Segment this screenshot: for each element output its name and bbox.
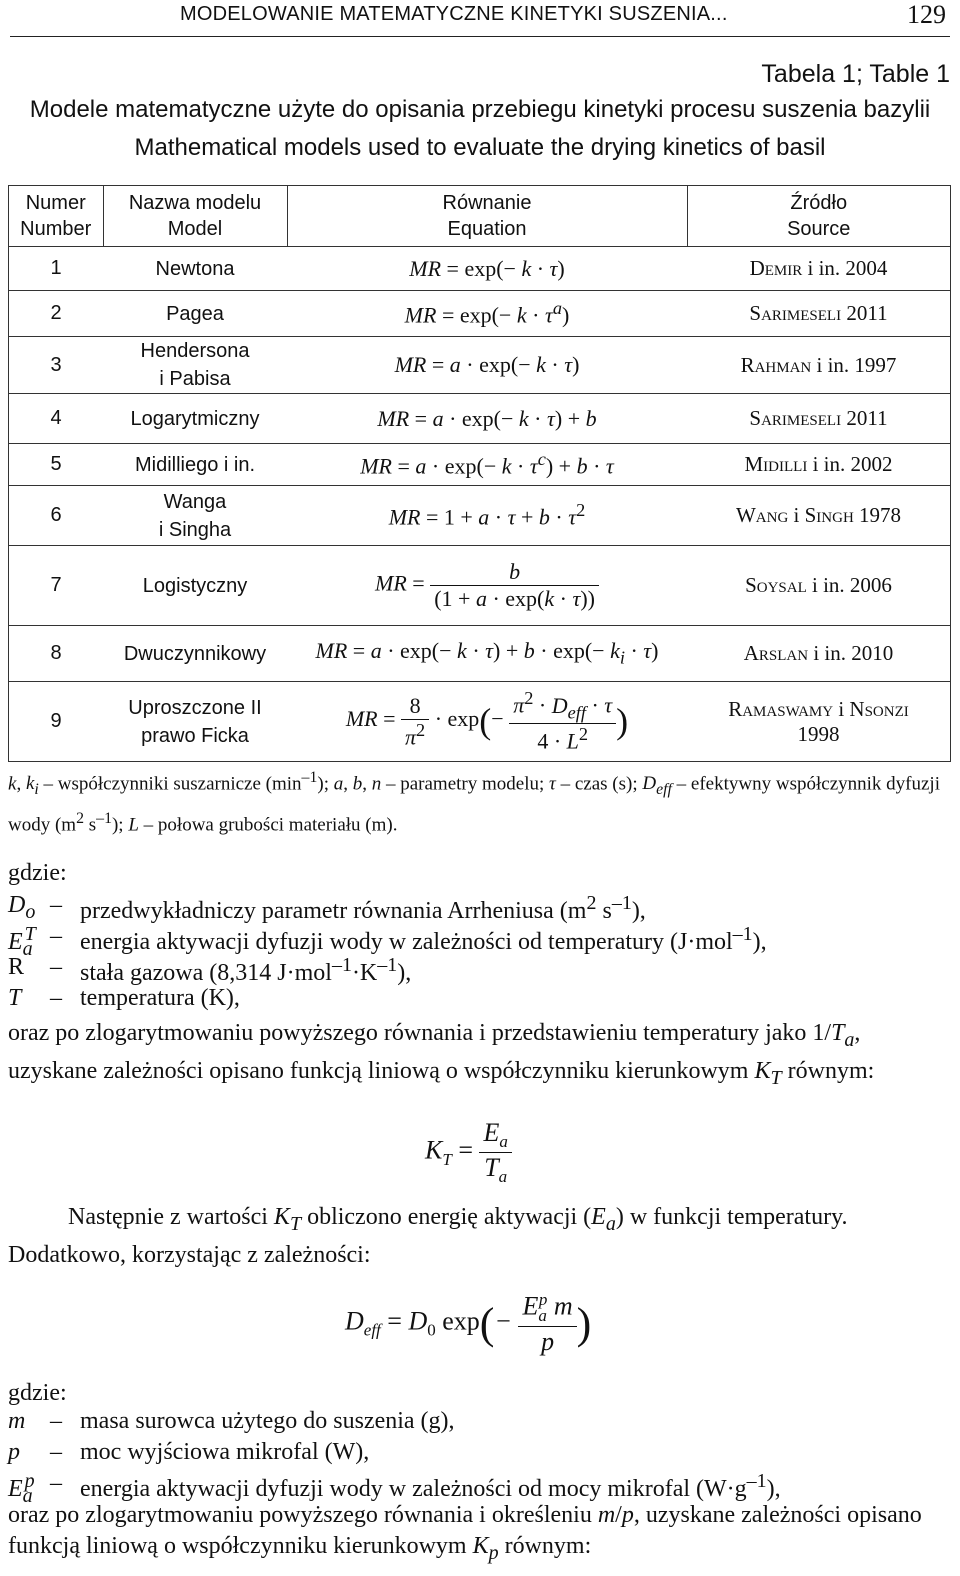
- table-row: 9 Uproszczone II prawo Ficka MR = $\frac{8}{\pi^2}$ · exp(− $\frac{\pi^2 \cdot D_{eff} \cdot \tau}{4 \cdot L^2}$ ) Ramaswamy i Nsonzi 1998: [9, 682, 951, 762]
- definitions-list-1: [8, 892, 952, 1016]
- equation: MR = $a \cdot \exp(- k \cdot \tau) + b \cdot \exp(- k_i \cdot \tau)$: [287, 626, 687, 682]
- table-row: 4 Logarytmiczny MR = a · exp(− k · τ) + b Sarimeseli 2011: [9, 394, 951, 444]
- table-row: 1 Newtona MR = exp(− k · τ) Demir i in. 2004: [9, 247, 951, 291]
- equation: MR = exp(− k · τ): [287, 247, 687, 291]
- table-caption: Tabela 1; Table 1: [761, 60, 950, 88]
- definition-item: T – temperatura (K),: [8, 985, 240, 1011]
- page-number: 129: [907, 0, 946, 29]
- paragraph-1: oraz po zlogarytmowaniu powyższego równania i przedstawieniu temperatury jako $1/T_a$, uzyskane zależności opisano funkcją liniową o współczynniku kierunkowym $K_T$ równym:: [8, 1020, 875, 1089]
- model-name: Uproszczone II prawo Ficka: [103, 682, 287, 762]
- equation-deff: $D_{eff} = D_0$ exp(− $\frac{E_a^p m}{p}$ ): [345, 1290, 592, 1356]
- equation: MR = $\exp(- k \cdot \tau^a)$: [287, 291, 687, 337]
- table-row: 2 Pagea MR = $\exp(- k \cdot \tau^a)$ Sarimeseli 2011: [9, 291, 951, 337]
- running-title: MODELOWANIE MATEMATYCZNE KINETYKI SUSZENIA...: [180, 3, 728, 25]
- table-footnote: k, $k_i$ – współczynniki suszarnicze $(\min^{-1})$; a, b, n – parametry modelu; τ – czas (s); $D_{eff}$ – efektywny współczynnik dyfuzji wody ($m^2$ $s^{-1}$); L – połowa grubości materiału (m).: [8, 769, 940, 836]
- definition-item: m – masa surowca użytego do suszenia (g),: [8, 1408, 455, 1434]
- source: Soysal i in. 2006: [687, 546, 951, 626]
- definition-item: $E_a^p$ – energia aktywacji dyfuzji wody w zależności od mocy mikrofal $(W\cdot g^{-1})$,: [8, 1470, 781, 1507]
- paragraph-2: Następnie z wartości $K_T$ obliczono energię aktywacji $(E_a)$ w funkcji temperatury. Dodatkowo, korzystając z zależności:: [8, 1204, 848, 1268]
- table-row: 7 Logistyczny MR = $\frac{b}{(1 + a \cdot \exp(k \cdot \tau))}$ Soysal i in. 2006: [9, 546, 951, 626]
- definition-item: p – moc wyjściowa mikrofal (W),: [8, 1439, 370, 1465]
- source: Rahman i in. 1997: [687, 337, 951, 394]
- page-header: [10, 0, 950, 37]
- source: Wang i Singh 1978: [687, 486, 951, 546]
- table-header-row: [9, 186, 951, 247]
- equation-kt: $K_T$ = $\frac{E_a}{T_a}$: [425, 1118, 512, 1187]
- table-row: 8 Dwuczynnikowy MR = $a \cdot \exp(- k \cdot \tau) + b \cdot \exp(- k_i \cdot \tau)$ Arslan i in. 2010: [9, 626, 951, 682]
- models-table: [8, 185, 951, 762]
- model-name: Wanga i Singha: [103, 486, 287, 546]
- equation: MR = a · exp(− k · τ): [287, 337, 687, 394]
- definitions-list-2: [8, 1408, 952, 1507]
- col-model: Nazwa modelu Model: [103, 186, 287, 247]
- table-row: 5 Midilliego i in. MR = $a \cdot \exp(- k \cdot \tau^c) + b \cdot \tau$ Midilli i in. 2002: [9, 444, 951, 486]
- source: Midilli i in. 2002: [687, 444, 951, 486]
- definition-item: $E_a^T$ – energia aktywacji dyfuzji wody w zależności od temperatury (J·mol$^{-1}$),: [8, 923, 767, 960]
- equation: MR = $a \cdot \exp(- k \cdot \tau^c) + b \cdot \tau$: [287, 444, 687, 486]
- table-title-pl: Modele matematyczne użyte do opisania przebiegu kinetyki procesu suszenia bazylii: [29, 96, 931, 123]
- source: Sarimeseli 2011: [687, 291, 951, 337]
- table-row: 3 Hendersona i Pabisa MR = a · exp(− k · τ) Rahman i in. 1997: [9, 337, 951, 394]
- paragraph-3: oraz po zlogarytmowaniu powyższego równania i określeniu m/p, uzyskane zależności opisano funkcją liniową o współczynniku kierunkowym $K_p$ równym:: [8, 1502, 922, 1564]
- gdzie-label-2: gdzie:: [8, 1380, 67, 1406]
- source: Ramaswamy i Nsonzi 1998: [687, 682, 951, 762]
- gdzie-label-1: gdzie:: [8, 860, 67, 886]
- equation: MR = $\frac{b}{(1 + a \cdot \exp(k \cdot \tau))}$: [287, 546, 687, 626]
- table-title-en: Mathematical models used to evaluate the drying kinetics of basil: [134, 134, 826, 161]
- source: Demir i in. 2004: [687, 247, 951, 291]
- model-name: Hendersona i Pabisa: [103, 337, 287, 394]
- source: Sarimeseli 2011: [687, 394, 951, 444]
- definition-item: R – stała gazowa (8,314 $J\cdot mol^{-1}\cdot K^{-1}$),: [8, 954, 412, 986]
- equation: MR = $1 + a \cdot \tau + b \cdot \tau^2$: [287, 486, 687, 546]
- definition-item: $D_o$ – przedwykładniczy parametr równania Arrheniusa ($m^2$ $s^{-1}$),: [8, 892, 646, 924]
- col-equation: Równanie Equation: [287, 186, 687, 247]
- equation: MR = a · exp(− k · τ) + b: [287, 394, 687, 444]
- col-number: Numer Number: [9, 186, 104, 247]
- col-source: Źródło Source: [687, 186, 951, 247]
- source: Arslan i in. 2010: [687, 626, 951, 682]
- equation: MR = $\frac{8}{\pi^2}$ · exp(− $\frac{\pi^2 \cdot D_{eff} \cdot \tau}{4 \cdot L^2}$ ): [287, 682, 687, 762]
- table-row: 6 Wanga i Singha MR = $1 + a \cdot \tau + b \cdot \tau^2$ Wang i Singh 1978: [9, 486, 951, 546]
